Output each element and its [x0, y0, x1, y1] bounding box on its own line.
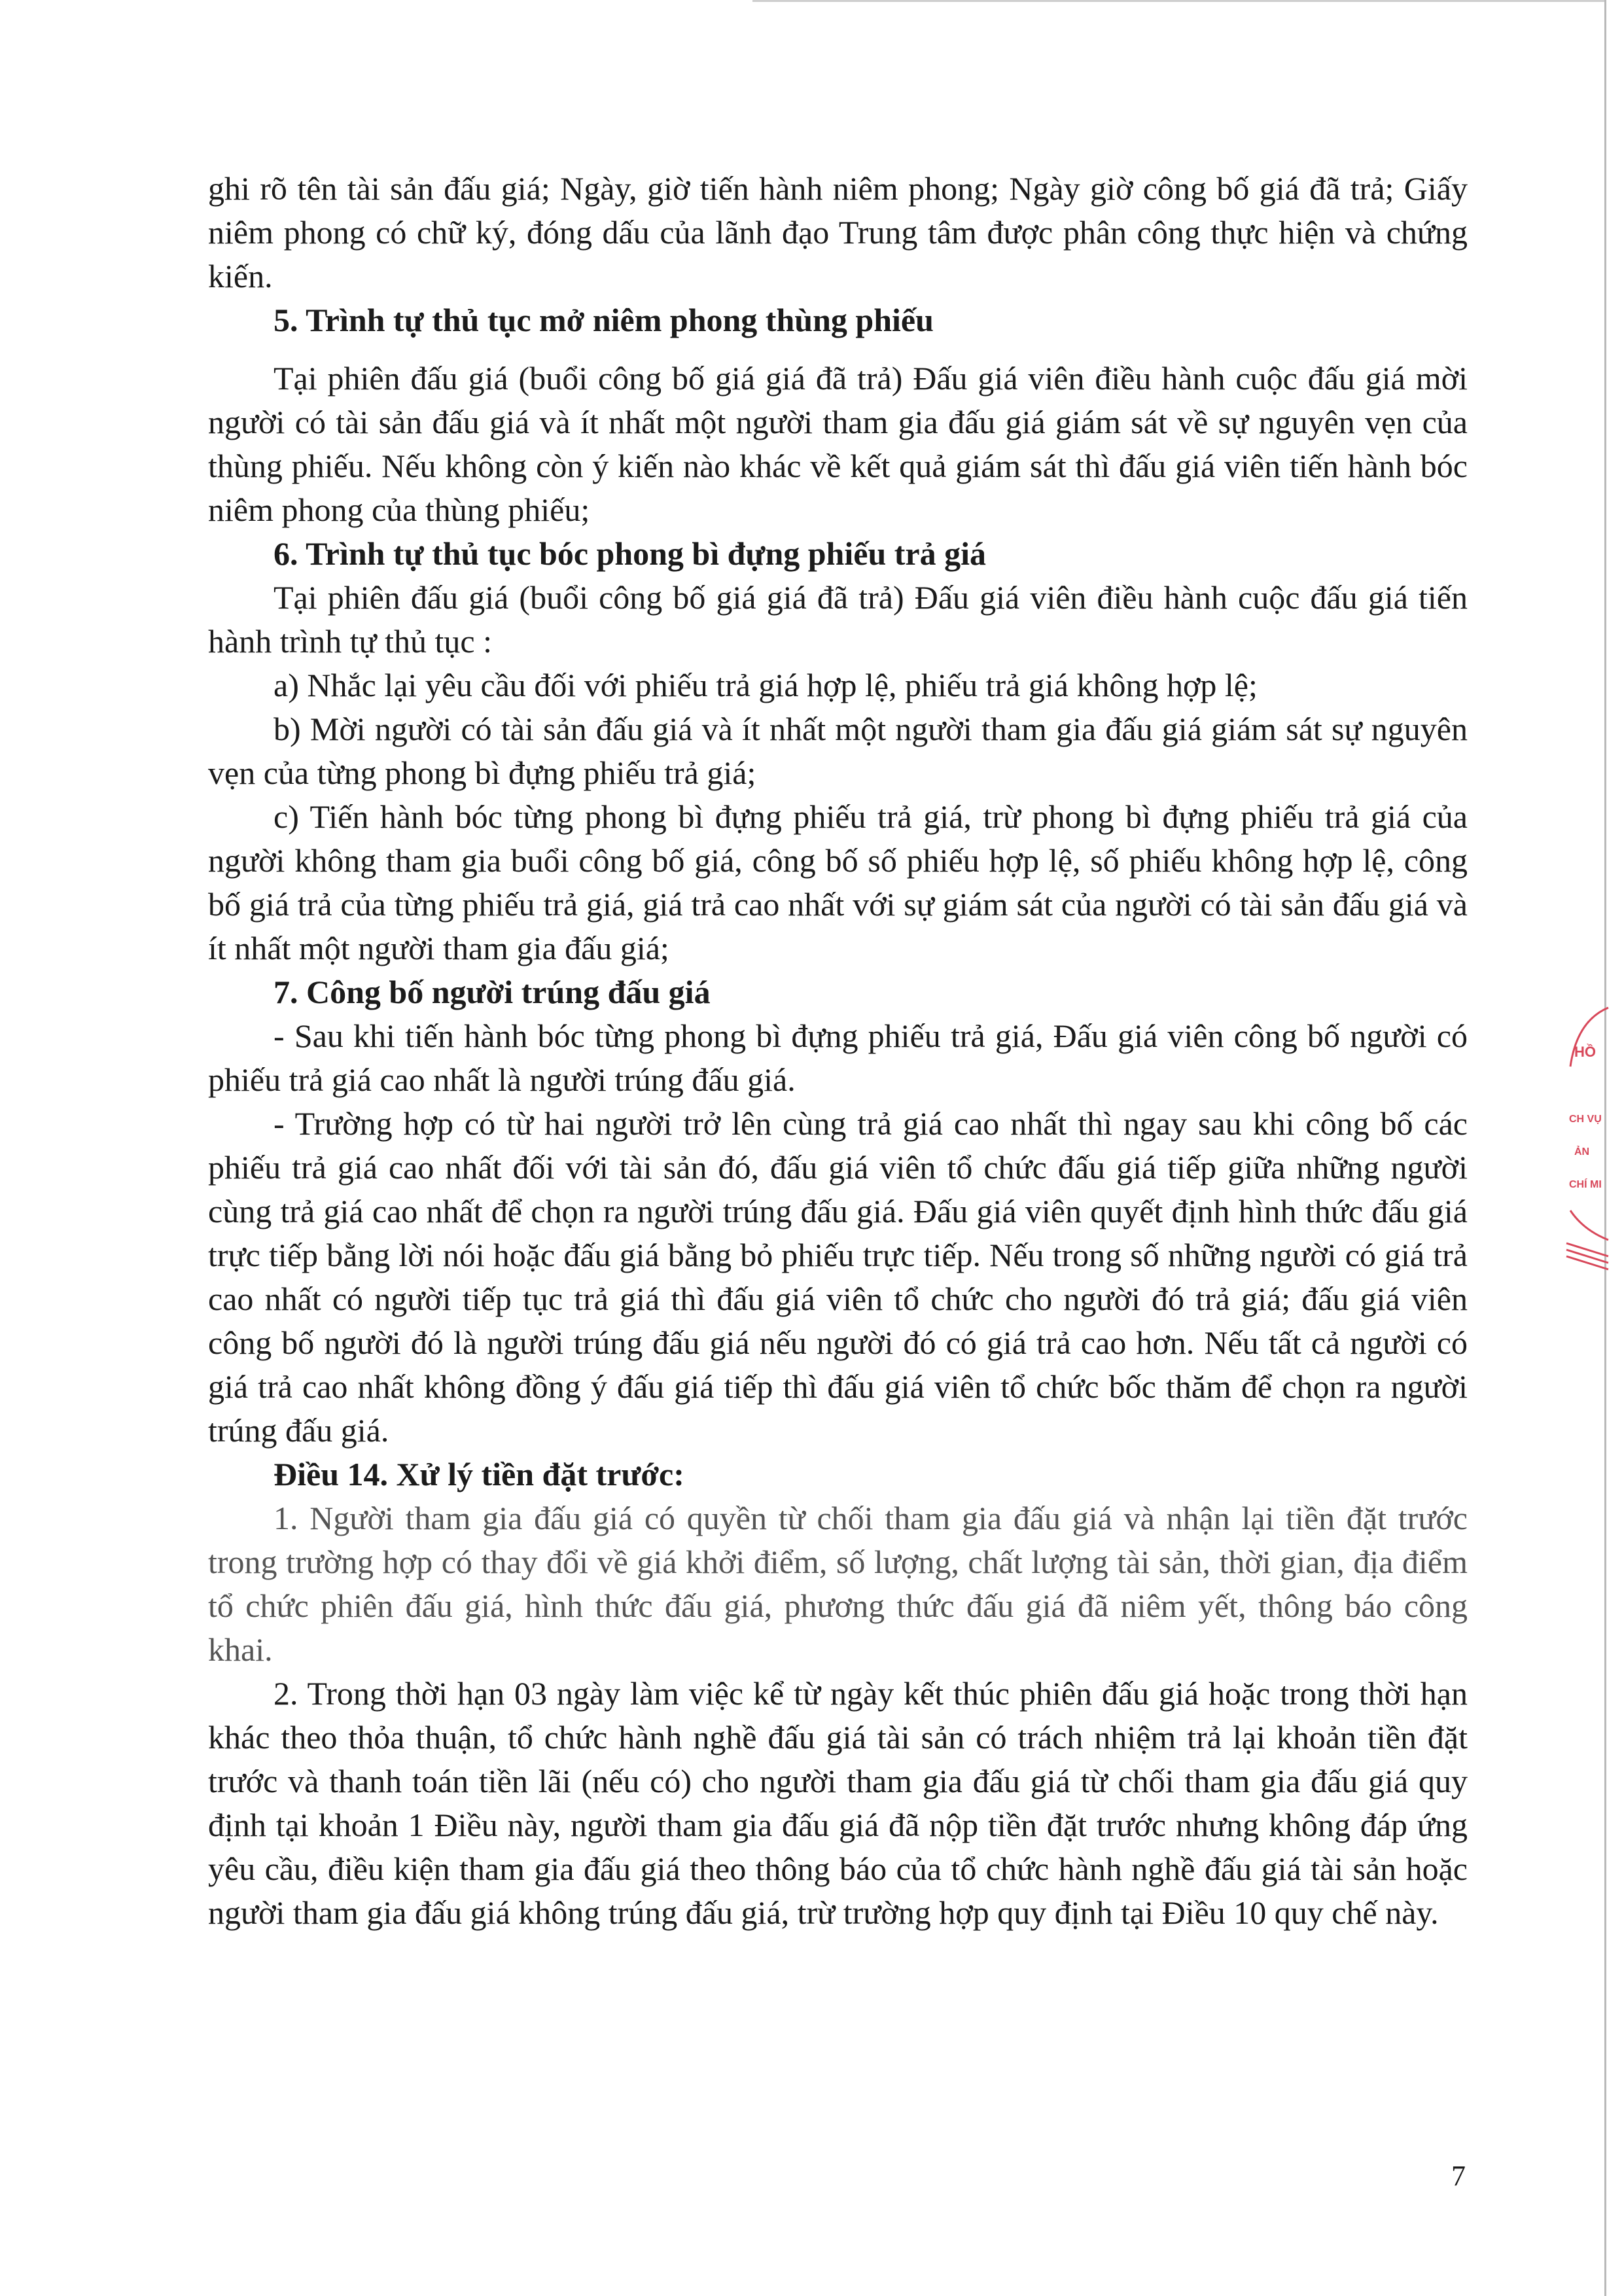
- paragraph-section-5: Tại phiên đấu giá (buổi công bố giá giá đã trả) Đấu giá viên điều hành cuộc đấu giá mời người có tài sản đấu giá và ít nhất một người tham gia đấu giá giám sát về sự nguyên vẹn của thùng phiếu. Nếu không còn ý kiến nào khác về kết quả giám sát thì đấu giá viên tiến hành bóc niêm phong của thùng phiếu;: [208, 360, 1468, 528]
- stamp-text-2: CH VỤ: [1569, 1114, 1602, 1125]
- stamp-text-3: ẢN: [1574, 1146, 1590, 1157]
- stamp-text-1: HỒ: [1574, 1044, 1596, 1060]
- paragraph-section-7-a: - Sau khi tiến hành bóc từng phong bì đựng phiếu trả giá, Đấu giá viên công bố người có phiếu trả giá cao nhất là người trúng đấu giá.: [208, 1017, 1468, 1098]
- paragraph-section-6-intro: Tại phiên đấu giá (buổi công bố giá giá đã trả) Đấu giá viên điều hành cuộc đấu giá tiến hành trình tự thủ tục :: [208, 579, 1468, 660]
- paragraph-section-7-b: - Trường hợp có từ hai người trở lên cùng trả giá cao nhất thì ngay sau khi công bố các phiếu trả giá cao nhất đối với tài sản đó, đấu giá viên tổ chức đấu giá tiếp giữa những người cùng trả giá cao nhất để chọn ra người trúng đấu giá. Đấu giá viên quyết định hình thức đấu giá trực tiếp bằng lời nói hoặc đấu giá bằng bỏ phiếu trực tiếp. Nếu trong số những người có giá trả cao nhất có người tiếp tục trả giá thì đấu giá viên tổ chức cho người đó trả giá; đấu giá viên công bố người đó là người trúng đấu giá nếu người đó có giá trả cao hơn. Nếu tất cả người có giá trả cao nhất không đồng ý đấu giá tiếp thì đấu giá viên tổ chức bốc thăm để chọn ra người trúng đấu giá.: [208, 1105, 1468, 1449]
- section-heading-5: 5. Trình tự thủ tục mở niêm phong thùng phiếu: [274, 302, 934, 338]
- paragraph-continuation: ghi rõ tên tài sản đấu giá; Ngày, giờ tiến hành niêm phong; Ngày giờ công bố giá đã trả; Giấy niêm phong có chữ ký, đóng dấu của lãnh đạo Trung tâm được phân công thực hiện và chứng kiến.: [208, 170, 1468, 294]
- article-14-clause-2: 2. Trong thời hạn 03 ngày làm việc kể từ ngày kết thúc phiên đấu giá hoặc trong thời hạn khác theo thỏa thuận, tổ chức hành nghề đấu giá tài sản có trách nhiệm trả lại khoản tiền đặt trước và thanh toán tiền lãi (nếu có) cho người tham gia đấu giá từ chối tham gia đấu giá quy định tại khoản 1 Điều này, người tham gia đấu giá đã nộp tiền đặt trước nhưng không đáp ứng yêu cầu, điều kiện tham gia đấu giá theo thông báo của tổ chức hành nghề đấu giá tài sản hoặc người tham gia đấu giá không trúng đấu giá, trừ trường hợp quy định tại Điều 10 quy chế này.: [208, 1675, 1468, 1931]
- red-stamp-fragment: [1557, 995, 1610, 1289]
- page-edge-top: [752, 0, 1606, 2]
- section-heading-6: 6. Trình tự thủ tục bóc phong bì đựng phiếu trả giá: [274, 535, 986, 572]
- article-heading-14: Điều 14. Xử lý tiền đặt trước:: [274, 1456, 684, 1492]
- page-number: 7: [1451, 2160, 1466, 2192]
- list-item-a: a) Nhắc lại yêu cầu đối với phiếu trả giá hợp lệ, phiếu trả giá không hợp lệ;: [274, 667, 1258, 703]
- list-item-b: b) Mời người có tài sản đấu giá và ít nhất một người tham gia đấu giá giám sát sự nguyên vẹn của từng phong bì đựng phiếu trả giá;: [208, 711, 1468, 791]
- article-14-clause-1: 1. Người tham gia đấu giá có quyền từ chối tham gia đấu giá và nhận lại tiền đặt trước trong trường hợp có thay đổi về giá khởi điểm, số lượng, chất lượng tài sản, thời gian, địa điểm tổ chức phiên đấu giá, hình thức đấu giá, phương thức đấu giá đã niêm yết, thông báo công khai.: [208, 1500, 1468, 1668]
- section-heading-7: 7. Công bố người trúng đấu giá: [274, 974, 711, 1010]
- list-item-c: c) Tiến hành bóc từng phong bì đựng phiếu trả giá, trừ phong bì đựng phiếu trả giá của người không tham gia buổi công bố giá, công bố số phiếu hợp lệ, số phiếu không hợp lệ, công bố giá trả của từng phiếu trả giá, giá trả cao nhất với sự giám sát của người có tài sản đấu giá và ít nhất một người tham gia đấu giá;: [208, 798, 1468, 966]
- stamp-text-4: CHÍ MI: [1569, 1179, 1602, 1190]
- document-body: [208, 167, 1468, 1935]
